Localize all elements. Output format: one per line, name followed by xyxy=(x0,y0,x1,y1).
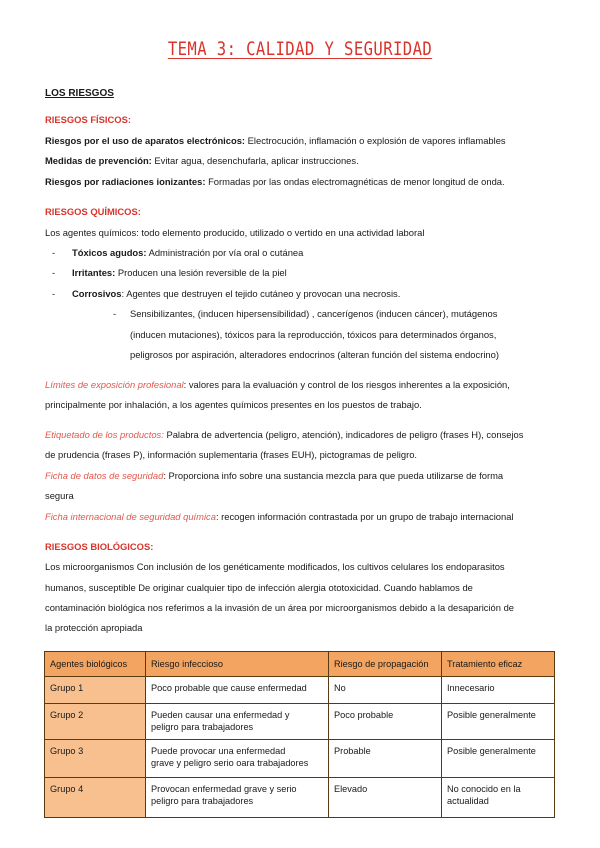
biologicos-line-3: contaminación biológica nos referimos a la invasión de un área por microorganismos debido a la desaparición de xyxy=(45,602,515,613)
heading-riesgos-biologicos: RIESGOS BIOLÓGICOS: xyxy=(45,541,154,552)
table-cell-propagacion: Elevado xyxy=(329,778,442,818)
table-cell-riesgo: Pueden causar una enfermedad y peligro para trabajadores xyxy=(146,704,329,740)
limites-line-1: Límites de exposición profesional: valores para la evaluación y control de los riesgos inherentes a la exposición, xyxy=(45,379,510,390)
ficha-internacional-line: Ficha internacional de seguridad química: recogen información contrastada por un grupo de trabajo internacional xyxy=(45,511,514,522)
table-cell-group: Grupo 4 xyxy=(45,778,146,818)
list-item-toxicos: Tóxicos agudos: Administración por vía oral o cutánea xyxy=(72,247,304,258)
biologicos-line-1: Los microorganismos Con inclusión de los genéticamente modificados, los cultivos celulares los endoparasitos xyxy=(45,561,505,572)
table-row xyxy=(45,778,555,818)
quimicos-intro: Los agentes químicos: todo elemento producido, utilizado o vertido en una actividad laboral xyxy=(45,227,425,238)
table-cell-tratamiento: No conocido en la actualidad xyxy=(442,778,555,818)
sub-list-line-2: (inducen mutaciones), tóxicos para la reproducción, tóxicos para determinados órganos, xyxy=(130,329,497,340)
fisicos-line-1: Riesgos por el uso de aparatos electrónicos: Electrocución, inflamación o explosión de vapores inflamables xyxy=(45,135,506,146)
heading-riesgos-quimicos: RIESGOS QUÍMICOS: xyxy=(45,206,141,217)
table-row xyxy=(45,704,555,740)
list-item-irritantes: Irritantes: Producen una lesión reversible de la piel xyxy=(72,267,287,278)
table-cell-propagacion: No xyxy=(329,677,442,704)
table-cell-group: Grupo 3 xyxy=(45,740,146,778)
list-item-corrosivos: Corrosivos: Agentes que destruyen el tejido cutáneo y provocan una necrosis. xyxy=(72,288,401,299)
table-row xyxy=(45,740,555,778)
sub-list-line-1: Sensibilizantes, (inducen hipersensibilidad) , cancerígenos (inducen cáncer), mutágenos xyxy=(130,308,498,319)
limites-line-2: principalmente por inhalación, a los agentes químicos presentes en los puestos de trabajo. xyxy=(45,399,422,410)
list-dash: - xyxy=(52,267,56,278)
heading-riesgos-fisicos: RIESGOS FÍSICOS: xyxy=(45,114,131,125)
ficha-line-2: segura xyxy=(45,490,74,501)
table-header-cell: Riesgo de propagación xyxy=(329,652,442,677)
sub-list-line-3: peligrosos por aspiración, alteradores endocrinos (alteran función del sistema endocrino) xyxy=(130,349,499,360)
table-cell-propagacion: Poco probable xyxy=(329,704,442,740)
table-cell-group: Grupo 1 xyxy=(45,677,146,704)
list-dash: - xyxy=(52,288,56,299)
table-cell-propagacion: Probable xyxy=(329,740,442,778)
section-heading-riesgos: LOS RIESGOS xyxy=(45,88,114,99)
fisicos-line-3: Riesgos por radiaciones ionizantes: Formadas por las ondas electromagnéticas de menor longitud de onda. xyxy=(45,176,505,187)
table-header-row xyxy=(45,652,555,677)
table-cell-group: Grupo 2 xyxy=(45,704,146,740)
table-cell-tratamiento: Posible generalmente xyxy=(442,740,555,778)
list-dash: - xyxy=(52,247,56,258)
table-cell-tratamiento: Posible generalmente xyxy=(442,704,555,740)
table-cell-riesgo: Poco probable que cause enfermedad xyxy=(146,677,329,704)
fisicos-line-2: Medidas de prevención: Evitar agua, desenchufarla, aplicar instrucciones. xyxy=(45,155,359,166)
table-cell-riesgo: Provocan enfermedad grave y serio peligro para trabajadores xyxy=(146,778,329,818)
table-header-cell: Agentes biológicos xyxy=(45,652,146,677)
page-title: TEMA 3: CALIDAD Y SEGURIDAD xyxy=(167,38,433,60)
biologicos-line-4: la protección apropiada xyxy=(45,622,143,633)
agentes-biologicos-table xyxy=(44,651,555,818)
biologicos-line-2: humanos, susceptible De originar cualquier tipo de infección alergia ototoxicidad. Cuando hablamos de xyxy=(45,582,473,593)
etiquetado-line-1: Etiquetado de los productos: Palabra de advertencia (peligro, atención), indicadores de peligro (frases H), consejos xyxy=(45,429,524,440)
table-cell-riesgo: Puede provocar una enfermedad grave y peligro serio oara trabajadores xyxy=(146,740,329,778)
table-header-cell: Tratamiento eficaz xyxy=(442,652,555,677)
ficha-line-1: Ficha de datos de seguridad: Proporciona info sobre una sustancia mezcla para que pueda utilizarse de forma xyxy=(45,470,504,481)
table-header-cell: Riesgo infeccioso xyxy=(146,652,329,677)
sub-list-dash: - xyxy=(113,308,117,319)
table-cell-tratamiento: Innecesario xyxy=(442,677,555,704)
etiquetado-line-2: de prudencia (frases P), información suplementaria (frases EUH), pictogramas de peligro. xyxy=(45,449,418,460)
table-row xyxy=(45,677,555,704)
